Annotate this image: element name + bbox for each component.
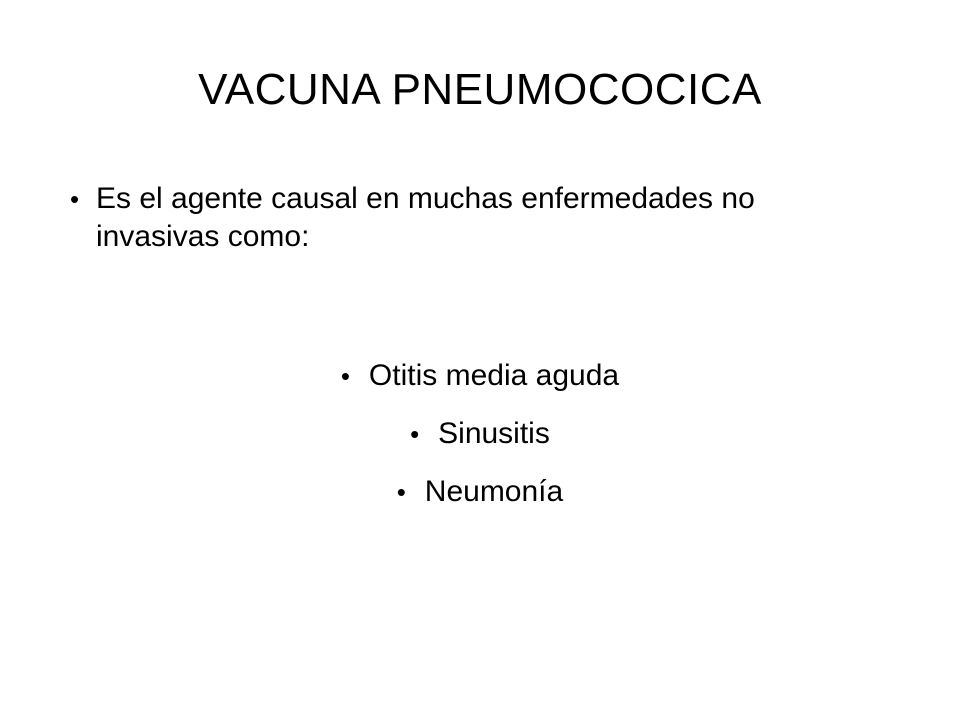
sub-bullet-item [0, 472, 960, 530]
sub-bullet-text: Sinusitis [438, 417, 550, 450]
sub-bullet-item [0, 356, 960, 414]
bullet-icon: • [70, 184, 80, 214]
sub-bullet-text: Neumonía [424, 475, 564, 508]
sub-bullet-list [0, 356, 960, 530]
bullet-icon: • [410, 419, 420, 449]
main-bullet-item [70, 180, 910, 256]
bullet-icon: • [396, 477, 406, 507]
sub-bullet-item [0, 414, 960, 472]
slide-title: VACUNA PNEUMOCOCICA [198, 65, 762, 114]
sub-bullet-text: Otitis media aguda [368, 359, 620, 392]
bullet-icon: • [340, 361, 351, 391]
main-bullet-text: Es el agente causal en muchas enfermedades no invasivas como: [96, 182, 755, 253]
